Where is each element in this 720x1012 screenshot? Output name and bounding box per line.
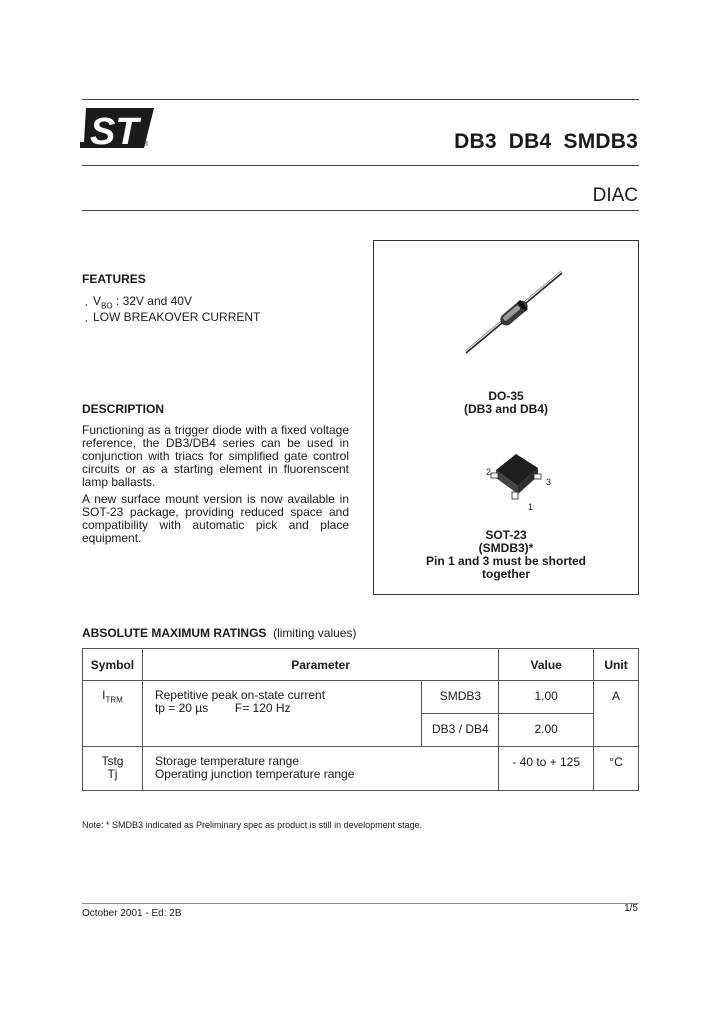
subtitle-rule: [82, 210, 639, 211]
value-db3-db4: 2.00: [499, 714, 594, 747]
feature-item-vbo: [85, 294, 192, 311]
itrm-unit: A: [594, 681, 639, 747]
features-heading: FEATURES: [82, 272, 146, 286]
ratings-title-rest: (limiting values): [266, 626, 357, 640]
itrm-parameter-cell: [142, 681, 422, 747]
ratings-table-title: [82, 626, 356, 640]
sot23-caption-line2: (SMDB3)*: [478, 541, 534, 555]
sot23-caption-line4: together: [482, 567, 530, 581]
vbo-subscript: BO: [101, 301, 113, 311]
preliminary-note: Note: * SMDB3 indicated as Preliminary spec as product is still in development stage.: [82, 820, 423, 830]
header-symbol: Symbol: [83, 649, 143, 681]
title-rule: [82, 165, 639, 166]
sot23-caption-line3: Pin 1 and 3 must be shorted: [425, 554, 587, 568]
sot23-pin2-label: 2: [486, 467, 492, 477]
st-logo: [80, 106, 156, 159]
tj-symbol: Tj: [107, 767, 118, 781]
table-row: [83, 681, 639, 714]
description-paragraph-2: A new surface mount version is now available in SOT-23 package, providing reduced space and compatibility with automatic pick and place equipment.: [82, 492, 349, 545]
breakover-text: LOW BREAKOVER CURRENT: [93, 310, 261, 324]
device-db3-db4: DB3 / DB4: [422, 714, 499, 747]
description-paragraph-1: Functioning as a trigger diode with a fixed voltage reference, the DB3/DB4 series can be used in conjunction with triacs for simplified gate control circuits or as a starting element in fluorenscent lamp ballasts.: [82, 423, 349, 489]
header-unit: Unit: [594, 649, 639, 681]
bullet-mark: ¸: [85, 312, 88, 322]
vbo-symbol: V: [93, 294, 102, 308]
sot23-pin3-label: 3: [546, 477, 552, 487]
document-subtitle: DIAC: [592, 185, 638, 206]
table-row: [83, 747, 639, 791]
table-header-row: [83, 649, 639, 681]
description-heading: DESCRIPTION: [82, 402, 165, 416]
itrm-symbol-cell: [83, 681, 143, 747]
vbo-text: : 32V and 40V: [112, 294, 192, 308]
logo-text: ST: [90, 111, 139, 153]
footer-date-edition: October 2001 - Ed: 2B: [82, 908, 182, 919]
part-numbers-title: DB3 DB4 SMDB3: [454, 130, 638, 153]
absolute-maximum-ratings-table: [82, 648, 639, 791]
sot23-caption-line1: SOT-23: [485, 528, 527, 542]
do35-diode-illustration: [374, 241, 638, 401]
do35-caption-line2: (DB3 and DB4): [463, 402, 548, 416]
itrm-symbol: I: [102, 688, 106, 702]
footer-page-number: 1/5: [624, 903, 638, 914]
package-figure-box: [373, 240, 639, 595]
temp-symbol-cell: [83, 747, 143, 791]
device-smdb3: SMDB3: [422, 681, 499, 714]
junction-temp-param: Operating junction temperature range: [154, 767, 355, 781]
header-value: Value: [499, 649, 594, 681]
itrm-param-line1: Repetitive peak on-state current: [154, 688, 326, 702]
footer-rule: [82, 903, 639, 904]
bullet-mark: ¸: [85, 296, 88, 306]
temp-unit: °C: [594, 747, 639, 791]
feature-item-breakover: [85, 310, 261, 324]
header-parameter: Parameter: [142, 649, 498, 681]
itrm-param-line2: tp = 20 µs F= 120 Hz: [154, 701, 291, 715]
itrm-subscript: TRM: [105, 695, 123, 705]
top-rule: [82, 99, 639, 100]
value-smdb3: 1.00: [499, 681, 594, 714]
do35-caption-line1: DO-35: [488, 389, 524, 403]
sot23-pin1-label: 1: [528, 502, 534, 512]
logo-registered-mark: ®: [143, 141, 149, 148]
temp-range-value: - 40 to + 125: [499, 747, 594, 791]
temp-parameter-cell: [142, 747, 498, 791]
ratings-title-bold: ABSOLUTE MAXIMUM RATINGS: [82, 626, 267, 640]
storage-temp-param: Storage temperature range: [154, 754, 300, 768]
tstg-symbol: Tstg: [101, 754, 124, 768]
